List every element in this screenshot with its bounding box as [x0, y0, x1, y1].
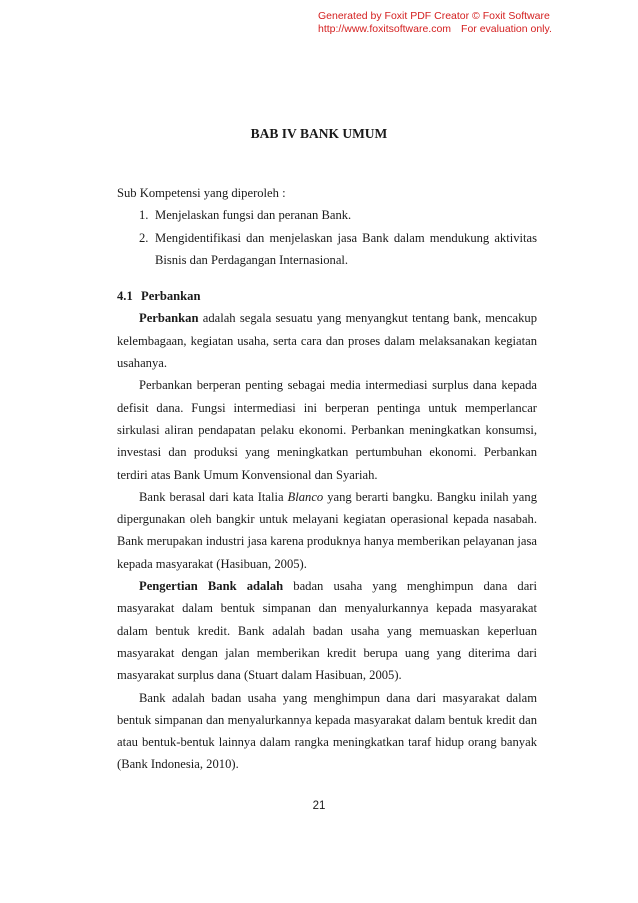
watermark-note: For evaluation only.: [461, 23, 552, 35]
competency-item-number: 1.: [139, 208, 149, 223]
paragraph-text: adalah segala sesuatu yang menyangkut tentang bank, mencakup kelembagaan, kegiatan usaha, serta cara dan proses dalam melaksanakan kegiatan usahanya.: [117, 311, 537, 371]
competency-list: [117, 204, 537, 271]
paragraph: [117, 687, 537, 776]
paragraph-text: Bank berasal dari kata Italia: [139, 489, 288, 504]
competency-item-text: Mengidentifikasi dan menjelaskan jasa Bank dalam mendukung aktivitas Bisnis dan Perdagangan Internasional.: [155, 230, 537, 267]
watermark-line1: Generated by Foxit PDF Creator © Foxit Software: [318, 10, 550, 22]
section-heading: [117, 285, 537, 307]
term-bold: Pengertian Bank adalah: [139, 579, 284, 594]
paragraph: [117, 374, 537, 485]
paragraph: [117, 486, 537, 575]
competency-intro: Sub Kompetensi yang diperoleh :: [117, 186, 286, 200]
chapter-title: BAB IV BANK UMUM: [250, 126, 388, 141]
paragraph-text: yang berarti bangku. Bangku inilah yang dipergunakan oleh bangkir untuk melayani kegiatan operasional kepada nasabah. Bank merupakan industri jasa karena produknya hanya memberikan pelayanan jasa kepada masyarakat (Hasibuan, 2005).: [117, 489, 537, 571]
pdf-creator-watermark: [318, 10, 618, 36]
watermark-line2: [318, 23, 618, 36]
section-number: 4.1: [117, 289, 133, 304]
paragraph-text: Bank adalah badan usaha yang menghimpun dana dari masyarakat dalam bentuk simpanan dan menyalurkannya kepada masyarakat dalam bentuk kredit dan atau bentuk-bentuk lainnya dalam rangka meningkatkan taraf hidup orang banyak (Bank Indonesia, 2010).: [117, 690, 537, 772]
competency-item: [117, 227, 537, 272]
paragraph-text: Perbankan berperan penting sebagai media intermediasi surplus dana kepada defisit dana. Fungsi intermediasi ini berperan pentinga untuk memperlancar sirkulasi aliran pendapatan pelaku ekonomi. Perbankan meningkatkan konsumsi, investasi dan produksi yang meningkatkan pertumbuhan ekonomi. Perbankan terdiri atas Bank Umum Konvensional dan Syariah.: [117, 378, 537, 482]
competency-item-number: 2.: [139, 230, 149, 245]
term-italic: Blanco: [287, 489, 324, 504]
section-title: Perbankan: [141, 289, 201, 304]
term-bold: Perbankan: [139, 311, 199, 326]
competency-item-text: Menjelaskan fungsi dan peranan Bank.: [155, 208, 352, 223]
paragraph: [117, 307, 537, 374]
page-content: [117, 182, 537, 776]
paragraph: [117, 575, 537, 686]
competency-item: [117, 204, 537, 226]
watermark-url: http://www.foxitsoftware.com: [318, 23, 452, 35]
page-number: 21: [312, 800, 326, 812]
paragraph-text: badan usaha yang menghimpun dana dari masyarakat dalam bentuk simpanan dan menyalurkannya kepada masyarakat dalam bentuk kredit. Bank adalah badan usaha yang memuaskan keperluan masyarakat dengan jalan memberikan kredit berupa uang yang diterima dari masyarakat surplus dana (Stuart dalam Hasibuan, 2005).: [117, 579, 537, 683]
